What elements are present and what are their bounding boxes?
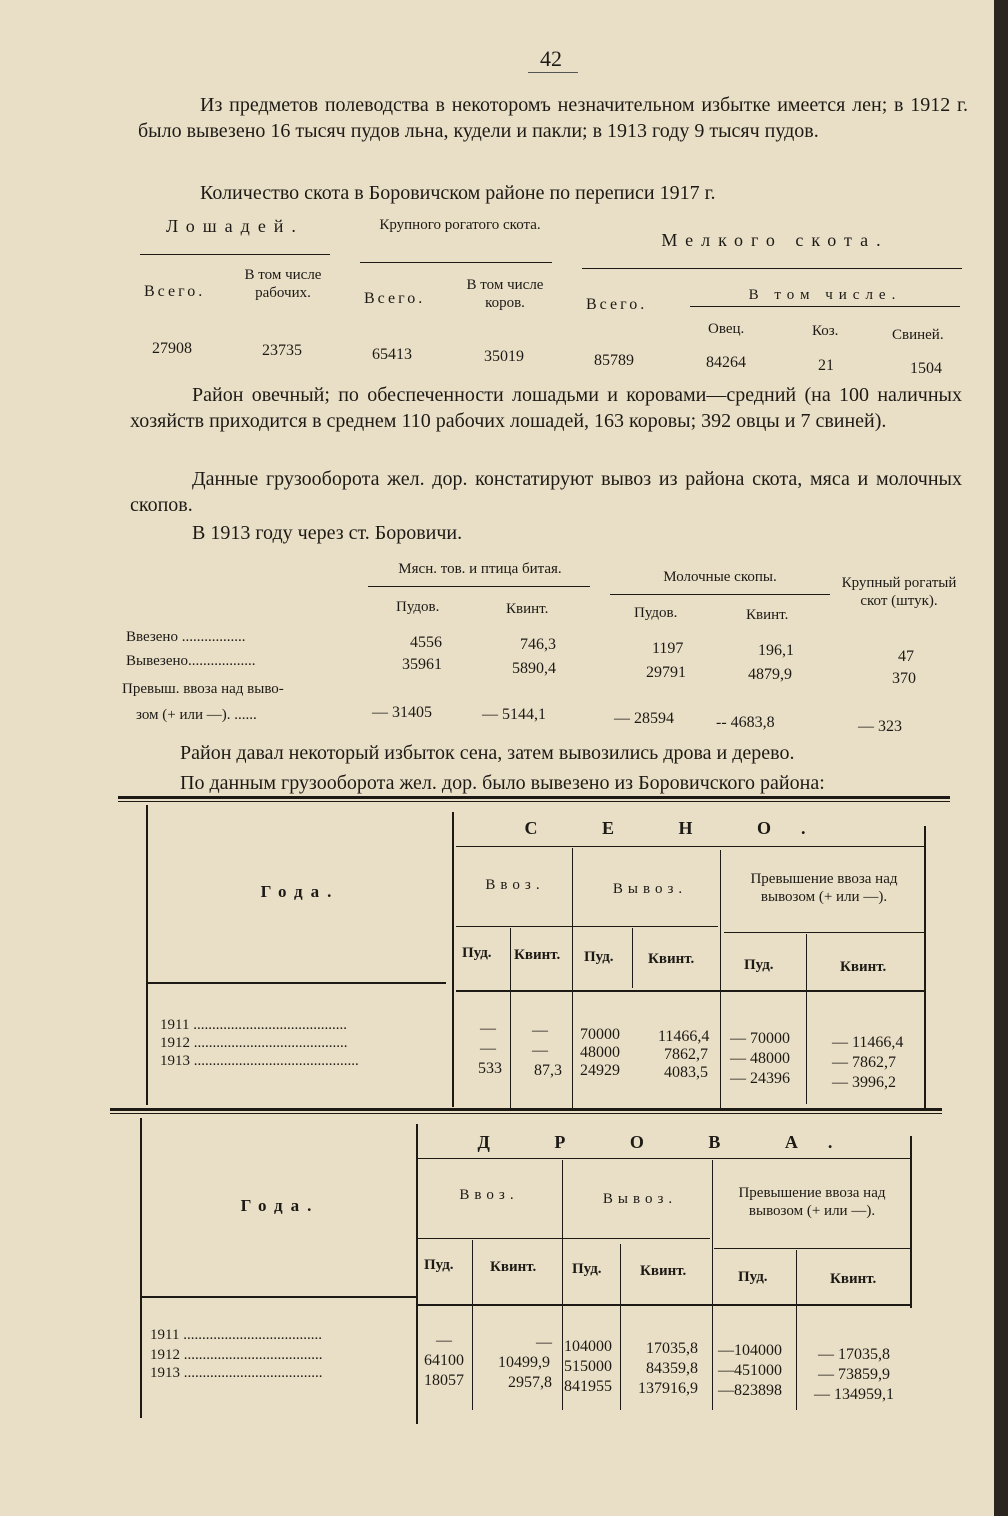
wood-excess-header: Превышение ввоза над вывозом (+ или —).: [738, 1185, 886, 1219]
wood-years-header: Года.: [240, 1196, 320, 1215]
hay-imp-pud-1911: —: [480, 1020, 496, 1037]
horses-rule: [140, 254, 330, 255]
meat-rule: [368, 586, 590, 587]
wood-exc-pud-1912: —451000: [718, 1362, 782, 1379]
val-goats: 21: [818, 357, 834, 374]
wood-exc-pud-label: Пуд.: [738, 1269, 768, 1285]
wood-col-sep-2: [712, 1160, 713, 1410]
row-exported-label: Вывезено..................: [126, 653, 256, 669]
hay-excess-header: Превышение ввоза над вывозом (+ или —).: [750, 871, 898, 905]
wood-exc-pud-1913: —823898: [718, 1382, 782, 1399]
wood-right-border: [910, 1136, 912, 1308]
row-excess-label-1: Превыш. ввоза над выво-: [122, 681, 284, 697]
wood-top-rule: [110, 1108, 942, 1111]
wood-exp-pud-1913: 841955: [564, 1378, 612, 1395]
hay-exc-kv-1912: — 7862,7: [832, 1054, 896, 1071]
hay-header-rule-right: [456, 990, 926, 992]
wood-title-rule: [418, 1158, 910, 1159]
wood-exc-kv-1912: — 73859,9: [818, 1366, 890, 1383]
wood-exc-kv-1913: — 134959,1: [814, 1386, 894, 1403]
paragraph-livestock-intro: Количество скота в Боровичском районе по переписи 1917 г.: [200, 182, 716, 204]
hay-exc-pud-1913: — 24396: [730, 1070, 790, 1087]
wood-col-sep-5: [796, 1250, 797, 1410]
meat-header: Мясн. тов. и птица битая.: [398, 561, 562, 577]
excess-cattle: — 323: [858, 718, 902, 735]
val-cows: 35019: [484, 348, 524, 365]
wood-year-1913: 1913 .....................................: [150, 1365, 323, 1381]
big-cattle-header: Крупный рогатый скот (штук).: [841, 575, 957, 609]
wood-year-1911: 1911 .....................................: [150, 1327, 322, 1343]
paragraph-flax: Из предметов полеводства в некоторомъ незначительном избытке имеется лен; в 1912 г. было вывезено 16 тысяч пудов льна, кудели и пакли; в 1913 году 9 тысяч пудов.: [138, 94, 968, 142]
cattle-header: Крупного рогатого скота.: [379, 217, 541, 233]
val-horses: 27908: [152, 340, 192, 357]
hay-left-border: [146, 805, 148, 1105]
hay-exp-kv-1913: 4083,5: [664, 1064, 708, 1081]
excess-meat-pud: — 31405: [372, 704, 432, 721]
hay-years-header: Года.: [260, 882, 340, 901]
wood-title: Д Р О В А.: [477, 1132, 863, 1152]
hay-top-rule: [118, 796, 950, 799]
wood-imp-pud-1912: 64100: [424, 1352, 464, 1369]
wood-export-header: Вывоз.: [602, 1191, 678, 1207]
val-cattle: 65413: [372, 346, 412, 363]
cattle-cows-label: В том числе коров.: [466, 277, 544, 311]
wood-exc-kv-1911: — 17035,8: [818, 1346, 890, 1363]
out-meat-kvint: 5890,4: [512, 660, 556, 677]
hay-right-border: [924, 826, 926, 1108]
milk-pud-label: Пудов.: [634, 605, 678, 621]
small-incl-label: В том числе.: [748, 287, 902, 303]
meat-kvint-label: Квинт.: [506, 601, 549, 617]
sheep-label: Овец.: [708, 321, 745, 337]
wood-exp-pud-1912: 515000: [564, 1358, 612, 1375]
out-cattle: 370: [892, 670, 916, 687]
out-meat-pud: 35961: [402, 656, 442, 673]
hay-sub-rule-2: [724, 932, 924, 933]
goats-label: Коз.: [812, 323, 839, 339]
hay-col-sep-5: [806, 934, 807, 1104]
small-stock-header: Мелкого скота.: [661, 230, 889, 250]
row-imported-label: Ввезено .................: [126, 629, 246, 645]
hay-header-rule-left: [146, 982, 446, 984]
wood-col-sep-1: [562, 1160, 563, 1410]
hay-col-sep-4: [632, 928, 633, 988]
milk-rule: [610, 594, 830, 595]
in-meat-pud: 4556: [410, 634, 442, 651]
wood-top-rule-2: [110, 1113, 942, 1114]
val-sheep: 84264: [706, 354, 746, 371]
excess-milk-pud: — 28594: [614, 710, 674, 727]
hay-exc-kv-1911: — 11466,4: [832, 1034, 904, 1051]
wood-exp-kv-1911: 17035,8: [646, 1340, 698, 1357]
wood-col-sep-3: [472, 1240, 473, 1410]
hay-imp-kv-1911: —: [532, 1022, 548, 1039]
wood-left-border: [140, 1118, 142, 1418]
hay-imp-pud-1913: 533: [478, 1060, 502, 1077]
hay-exc-kv-label: Квинт.: [840, 959, 887, 975]
hay-imp-pud-1912: —: [480, 1040, 496, 1057]
wood-import-header: Ввоз.: [459, 1187, 519, 1203]
hay-export-header: Вывоз.: [612, 881, 688, 897]
hay-year-1911: 1911 .........................................: [160, 1017, 347, 1033]
wood-exp-kv-1912: 84359,8: [646, 1360, 698, 1377]
hay-col-sep-1: [572, 848, 573, 1108]
page-number: 42: [540, 46, 562, 71]
hay-imp-pud-label: Пуд.: [462, 945, 492, 961]
hay-col-sep-2: [720, 850, 721, 1108]
pigs-label: Свиней.: [892, 327, 944, 343]
hay-import-header: Ввоз.: [485, 877, 545, 893]
horses-header: Лошадей.: [166, 216, 304, 236]
hay-exp-pud-1913: 24929: [580, 1062, 620, 1079]
wood-sub-rule-2: [714, 1248, 910, 1249]
cattle-total-label: Всего.: [364, 290, 426, 307]
row-excess-label-2: зом (+ или —). ......: [136, 707, 257, 723]
hay-exp-kv-1912: 7862,7: [664, 1046, 708, 1063]
hay-exc-kv-1913: — 3996,2: [832, 1074, 896, 1091]
wood-imp-pud-1913: 18057: [424, 1372, 464, 1389]
excess-milk-kvint: -- 4683,8: [716, 714, 775, 731]
page-number-rule: [528, 72, 578, 73]
paragraph-hay-surplus: Район давал некоторый избыток сена, затем вывозились дрова и дерево.: [180, 742, 795, 764]
hay-exp-pud-1912: 48000: [580, 1044, 620, 1061]
wood-exp-pud-label: Пуд.: [572, 1261, 602, 1277]
wood-imp-kv-1913: 2957,8: [508, 1374, 552, 1391]
hay-imp-kv-label: Квинт.: [514, 947, 561, 963]
wood-exc-kv-label: Квинт.: [830, 1271, 877, 1287]
wood-exc-pud-1911: —104000: [718, 1342, 782, 1359]
milk-kvint-label: Квинт.: [746, 607, 789, 623]
wood-col-sep-4: [620, 1244, 621, 1410]
wood-imp-pud-1911: —: [436, 1332, 452, 1349]
hay-exp-pud-label: Пуд.: [584, 949, 614, 965]
hay-top-rule-2: [118, 801, 950, 802]
wood-imp-kv-label: Квинт.: [490, 1259, 537, 1275]
in-milk-pud: 1197: [652, 640, 684, 657]
hay-imp-kv-1912: —: [532, 1042, 548, 1059]
wood-imp-pud-label: Пуд.: [424, 1257, 454, 1273]
excess-meat-kvint: — 5144,1: [482, 706, 546, 723]
wood-exp-pud-1911: 104000: [564, 1338, 612, 1355]
in-milk-kvint: 196,1: [758, 642, 794, 659]
horses-working-label: В том числе рабочих.: [244, 267, 322, 301]
val-working: 23735: [262, 342, 302, 359]
paragraph-freight: Данные грузооборота жел. дор. констатируют вывоз из района скота, мяса и молочных скопов.: [130, 468, 962, 516]
meat-pud-label: Пудов.: [396, 599, 440, 615]
in-cattle: 47: [898, 648, 914, 665]
cattle-rule: [360, 262, 552, 263]
in-meat-kvint: 746,3: [520, 636, 556, 653]
paragraph-1913: В 1913 году через ст. Боровичи.: [192, 522, 463, 544]
hay-exc-pud-label: Пуд.: [744, 957, 774, 973]
wood-imp-kv-1911: —: [536, 1334, 552, 1351]
hay-sub-rule-1: [456, 926, 718, 927]
hay-exp-kv-1911: 11466,4: [658, 1028, 710, 1045]
hay-exp-pud-1911: 70000: [580, 1026, 620, 1043]
horses-total-label: Всего.: [144, 283, 206, 300]
wood-exp-kv-label: Квинт.: [640, 1263, 687, 1279]
wood-year-1912: 1912 .....................................: [150, 1347, 323, 1363]
val-pigs: 1504: [910, 360, 942, 377]
hay-year-1913: 1913 ............................................: [160, 1053, 359, 1069]
wood-imp-kv-1912: 10499,9: [498, 1354, 550, 1371]
hay-imp-kv-1913: 87,3: [534, 1062, 562, 1079]
small-stock-rule: [582, 268, 962, 269]
out-milk-kvint: 4879,9: [748, 666, 792, 683]
hay-title: С Е Н О.: [524, 818, 836, 838]
page-edge-shadow: [994, 0, 1008, 1516]
wood-exp-kv-1913: 137916,9: [638, 1380, 698, 1397]
hay-col-sep-3: [510, 928, 511, 1108]
paragraph-sheep-district: Район овечный; по обеспеченности лошадьми и коровами—средний (на 100 наличных хозяйств приходится в среднем 110 рабочих лошадей, 163 коровы; 392 овцы и 7 свиней).: [130, 384, 962, 432]
milk-header: Молочные скопы.: [663, 569, 777, 585]
small-incl-rule: [690, 306, 960, 307]
small-total-label: Всего.: [586, 296, 648, 313]
wood-header-rule-right: [418, 1304, 910, 1306]
paragraph-freight-export: По данным грузооборота жел. дор. было вывезено из Боровичского района:: [180, 772, 825, 794]
hay-exp-kv-label: Квинт.: [648, 951, 695, 967]
out-milk-pud: 29791: [646, 664, 686, 681]
val-small: 85789: [594, 352, 634, 369]
hay-year-1912: 1912 .........................................: [160, 1035, 348, 1051]
hay-title-rule: [456, 846, 926, 847]
hay-exc-pud-1912: — 48000: [730, 1050, 790, 1067]
wood-header-rule-left: [140, 1296, 416, 1298]
hay-exc-pud-1911: — 70000: [730, 1030, 790, 1047]
wood-sub-rule-1: [418, 1238, 710, 1239]
wood-year-col-border: [416, 1124, 418, 1424]
hay-year-col-border: [452, 812, 454, 1107]
